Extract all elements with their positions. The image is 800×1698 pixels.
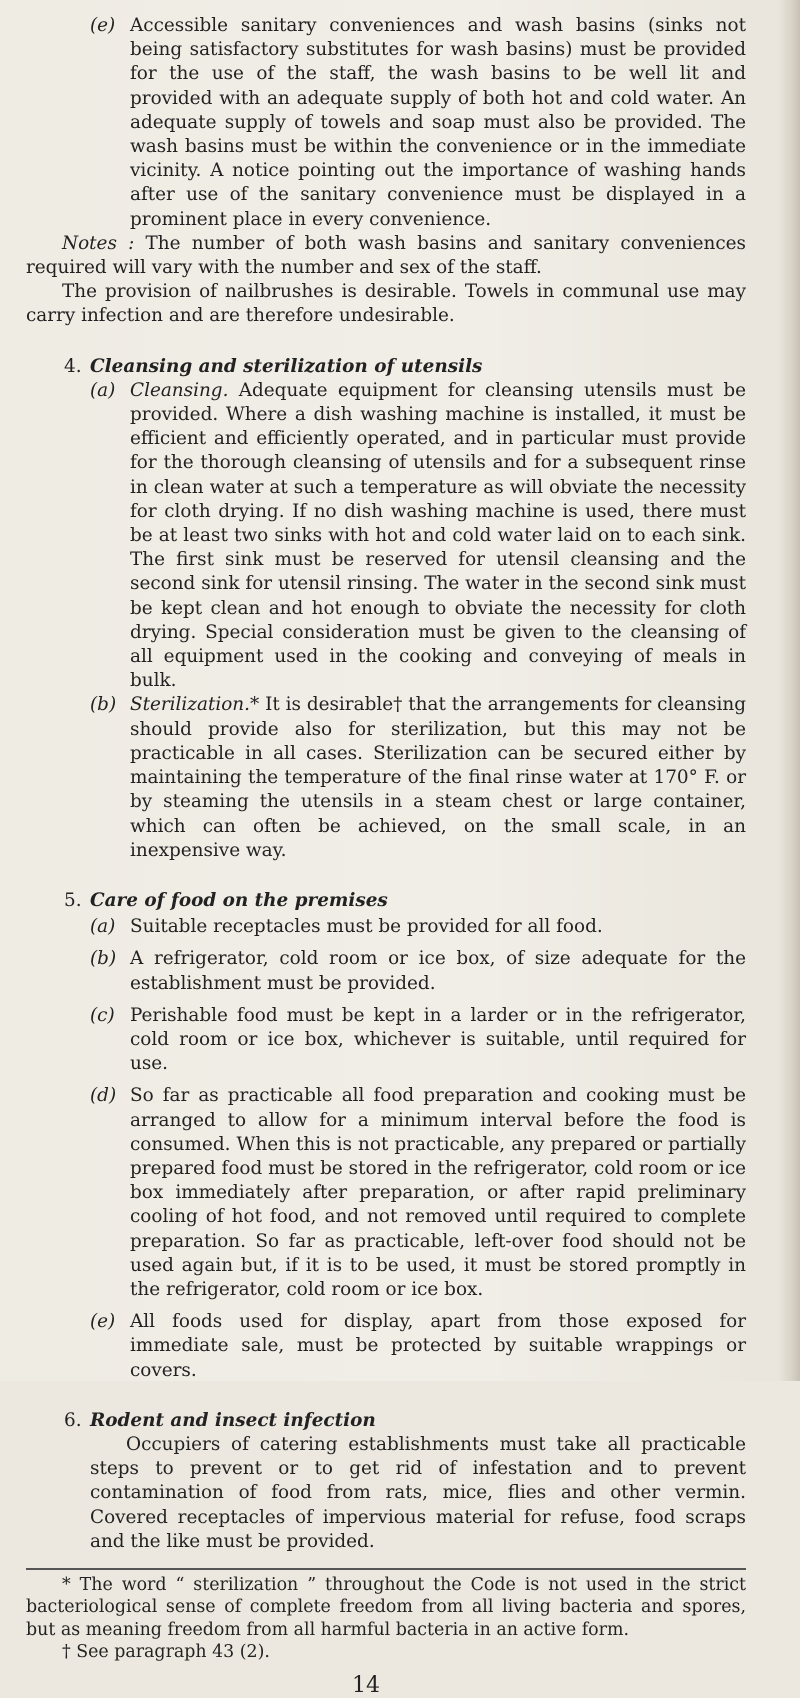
section-title: Care of food on the premises: [90, 889, 388, 911]
item-marker: (a): [90, 916, 116, 938]
section6-body: [26, 1433, 746, 1554]
notes-paragraph-2: The provision of nailbrushes is desirable. Towels in communal use may carry infection and are therefore undesirable.: [26, 281, 746, 327]
notes-paragraph-1: [26, 232, 746, 280]
section6-heading: [26, 1409, 746, 1433]
item-text: [130, 379, 746, 694]
footnote-dagger: † See paragraph 43 (2).: [62, 1642, 270, 1663]
item-marker: (b): [90, 694, 117, 716]
notes-label: Notes :: [62, 232, 135, 254]
page-number: 14: [352, 1672, 380, 1698]
item-marker: (e): [90, 15, 116, 36]
item-marker: (c): [90, 1004, 115, 1026]
notes-line-1: The number of both wash basins and sanitary conveniences required will vary with the number and sex of the staff.: [26, 232, 746, 279]
item-body: Adequate equipment for cleansing utensils must be provided. Where a dish washing machine is installed, it must be efficient and efficiently operated, and in particular must provide for the thorough cleansing of utensils and for a subsequent rinse in clean water at such a temperature as will obviate the necessity for cloth drying. If no dish washing machine is used, there must be at least two sinks with hot and cold water laid on to each sink. The first sink must be reserved for utensil cleansing and the second sink for utensil rinsing. The water in the second sink must be kept clean and hot enough to obviate the necessity for cloth drying. Special consideration must be given to the cleansing of all equipment used in the cooking and conveying of meals in bulk.: [130, 379, 746, 692]
section5-heading: [26, 889, 746, 913]
section4-item-a: [26, 379, 746, 694]
footnotes: [26, 1574, 746, 1664]
item-text: [130, 693, 746, 862]
section-title: Rodent and insect infection: [90, 1409, 376, 1431]
item-text: All foods used for display, apart from those exposed for immediate sale, must be protected by suitable wrappings or covers.: [130, 1311, 746, 1381]
document-body: [26, 14, 746, 1698]
item-title: Cleansing.: [130, 379, 229, 401]
section-number: 4.: [64, 355, 82, 377]
footnote-divider: [26, 1568, 746, 1570]
item-body: It is desirable† that the arrangements for cleansing should provide also for sterilization, but this may not be practicable in all cases. Sterilization can be secured either by maintaining the temperature of the final rinse water at 170° F. or by steaming the utensils in a steam chest or large container, which can often be achieved, on the small scale, in an inexpensive way.: [130, 694, 746, 861]
section5-item-b: [26, 947, 746, 995]
page-edge-shadow: [778, 0, 800, 1381]
section5-item-a: [26, 915, 746, 939]
section4-heading: [26, 355, 746, 379]
item-text: Accessible sanitary conveniences and wash basins (sinks not being satisfactory substitutes for wash basins) must be provided for the use of the staff, the wash basins to be well lit and provided with an adequate supply of both hot and cold water. An adequate supply of towels and soap must also be provided. The wash basins must be within the convenience or in the immediate vicinity. A notice pointing out the importance of washing hands after use of the sanitary convenience must be displayed in a prominent place in every convenience.: [130, 15, 746, 230]
section3-item-e: [26, 14, 746, 232]
item-marker: (a): [90, 379, 116, 401]
section-number: 5.: [64, 889, 82, 911]
footnote-star: * The word “ sterilization ” throughout the Code is not used in the strict bacteriological sense of complete freedom from all living bacteria and spores, but as meaning freedom from all harmful bacteria in an active form.: [26, 1574, 746, 1640]
item-marker: (b): [90, 948, 117, 970]
section-title: Cleansing and sterilization of utensils: [90, 355, 483, 377]
section5-item-e: [26, 1310, 746, 1383]
section-number: 6.: [64, 1409, 82, 1431]
item-text: A refrigerator, cold room or ice box, of size adequate for the establishment must be provided.: [130, 948, 746, 994]
section4-item-b: [26, 693, 746, 862]
section5-item-d: [26, 1084, 746, 1302]
section5-item-c: [26, 1004, 746, 1077]
item-text: Perishable food must be kept in a larder or in the refrigerator, cold room or ice box, whichever is suitable, until required for use.: [130, 1004, 746, 1075]
item-text: Suitable receptacles must be provided for all food.: [130, 916, 603, 938]
item-marker: (d): [90, 1085, 117, 1107]
item-title: Sterilization.*: [130, 694, 260, 716]
item-text: So far as practicable all food preparation and cooking must be arranged to allow for a minimum interval before the food is consumed. When this is not practicable, any prepared or partially prepared food must be stored in the refrigerator, cold room or ice box immediately after preparation, or after rapid preliminary cooling of hot food, and not removed until required to complete preparation. So far as practicable, left-over food should not be used again but, if it is to be used, it must be stored promptly in the refrigerator, cold room or ice box.: [130, 1085, 746, 1300]
item-marker: (e): [90, 1311, 116, 1333]
section6-text: Occupiers of catering establishments must take all practicable steps to prevent or to get rid of infestation and to prevent contamination of food from rats, mice, flies and other vermin. Covered receptacles of impervious material for refuse, food scraps and the like must be provided.: [90, 1433, 746, 1552]
